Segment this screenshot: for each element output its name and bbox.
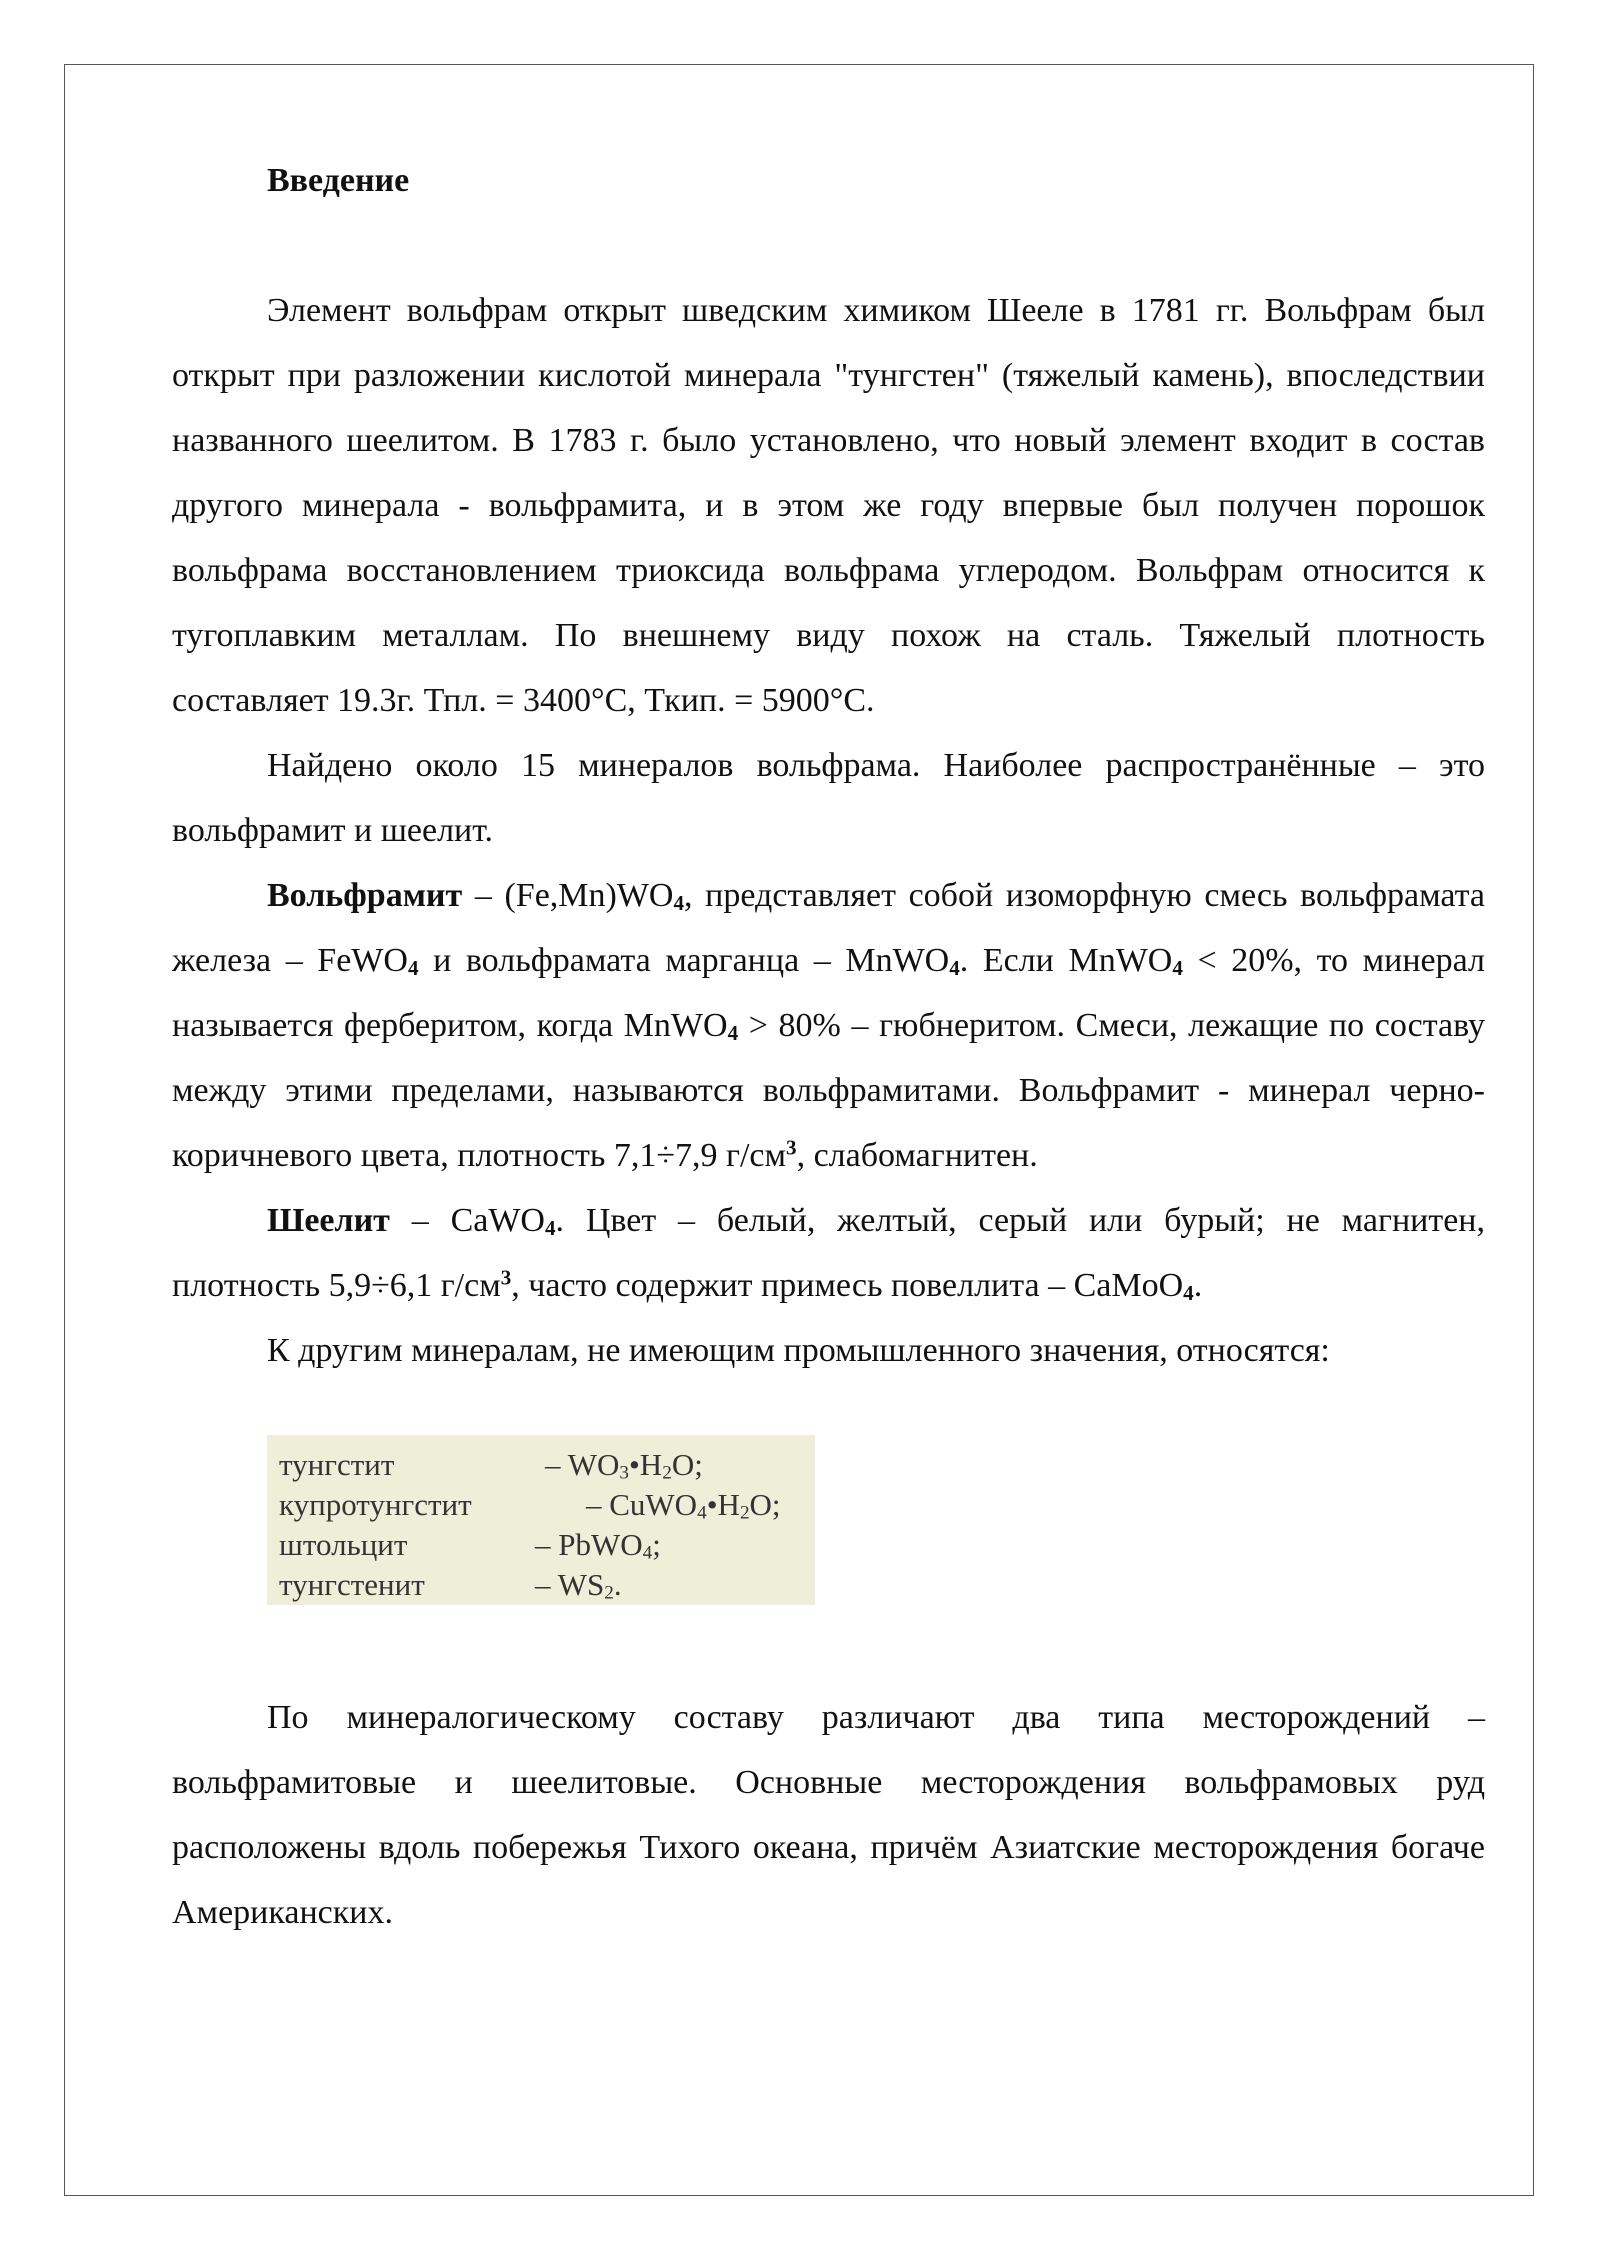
- term-wolframite: Вольфрамит: [267, 877, 463, 914]
- paragraph-deposits: По минералогическому составу различают два типа месторождений – вольфрамитовые и шеелитовые. Основные месторождения вольфрамовых руд расположены вдоль побережья Тихого океана, причём Азиатские месторождения богаче Американских.: [172, 1699, 1485, 1931]
- paragraph-discovery: Элемент вольфрам открыт шведским химиком Шееле в 1781 гг. Вольфрам был открыт при разложении кислотой минерала "тунгстен" (тяжелый камень), впоследствии названного шеелитом. В 1783 г. было установлено, что новый элемент входит в состав другого минерала - вольфрамита, и в этом же году впервые был получен порошок вольфрама восстановлением триоксида вольфрама углеродом. Вольфрам относится к тугоплавким металлам. По внешнему виду похож на сталь. Тяжелый плотность составляет 19.3г. Тпл. = 3400°С, Ткип. = 5900°С.: [172, 292, 1485, 719]
- mineral-name: купротунгстит: [279, 1487, 472, 1522]
- mineral-row: [273, 1565, 809, 1605]
- mineral-name: тунгстит: [279, 1447, 395, 1482]
- mineral-name: штольцит: [279, 1527, 408, 1562]
- mineral-formula: – $WS_2$.: [535, 1567, 622, 1604]
- paragraph-scheelite: Шеелит – CaWO$_4$. Цвет – белый, желтый, серый или бурый; не магнитен, плотность 5,9÷6,1 $г/см^3$, часто содержит примесь повеллита – CaMoO$_4$.: [172, 1202, 1485, 1305]
- mineral-row: [273, 1445, 809, 1485]
- paragraph-minerals-count: Найдено около 15 минералов вольфрама. Наиболее распространённые – это вольфрамит и шеелит.: [172, 747, 1485, 849]
- section-heading: Введение: [267, 162, 410, 199]
- document-body: [172, 148, 1485, 1945]
- paragraph-other-minerals: К другим минералам, не имеющим промышленного значения, относятся:: [267, 1332, 1330, 1369]
- paragraph-wolframite: Вольфрамит – $(Fe,Mn)WO_4$, представляет собой изоморфную смесь вольфрамата железа – FeWO$_4$ и вольфрамата марганца – MnWO$_4$. Если MnWO$_4$ < 20%, то минерал называется ферберитом, когда MnWO$_4$ > 80% – гюбнеритом. Смеси, лежащие по составу между этими пределами, называются вольфрамитами. Вольфрамит - минерал черно-коричневого цвета, плотность 7,1÷7,9 $г/см^3$, слабомагнитен.: [172, 877, 1486, 1174]
- term-scheelite: Шеелит: [267, 1202, 390, 1239]
- minerals-table-image: [267, 1435, 815, 1605]
- mineral-formula: – $CuWO_4•H_2O$;: [586, 1487, 781, 1524]
- mineral-formula: – PbWO$_4$;: [535, 1527, 661, 1564]
- mineral-row: [273, 1525, 809, 1565]
- mineral-formula: – $WO_3•H_2O$;: [545, 1447, 703, 1484]
- mineral-row: [273, 1485, 809, 1525]
- mineral-name: тунгстенит: [279, 1567, 425, 1602]
